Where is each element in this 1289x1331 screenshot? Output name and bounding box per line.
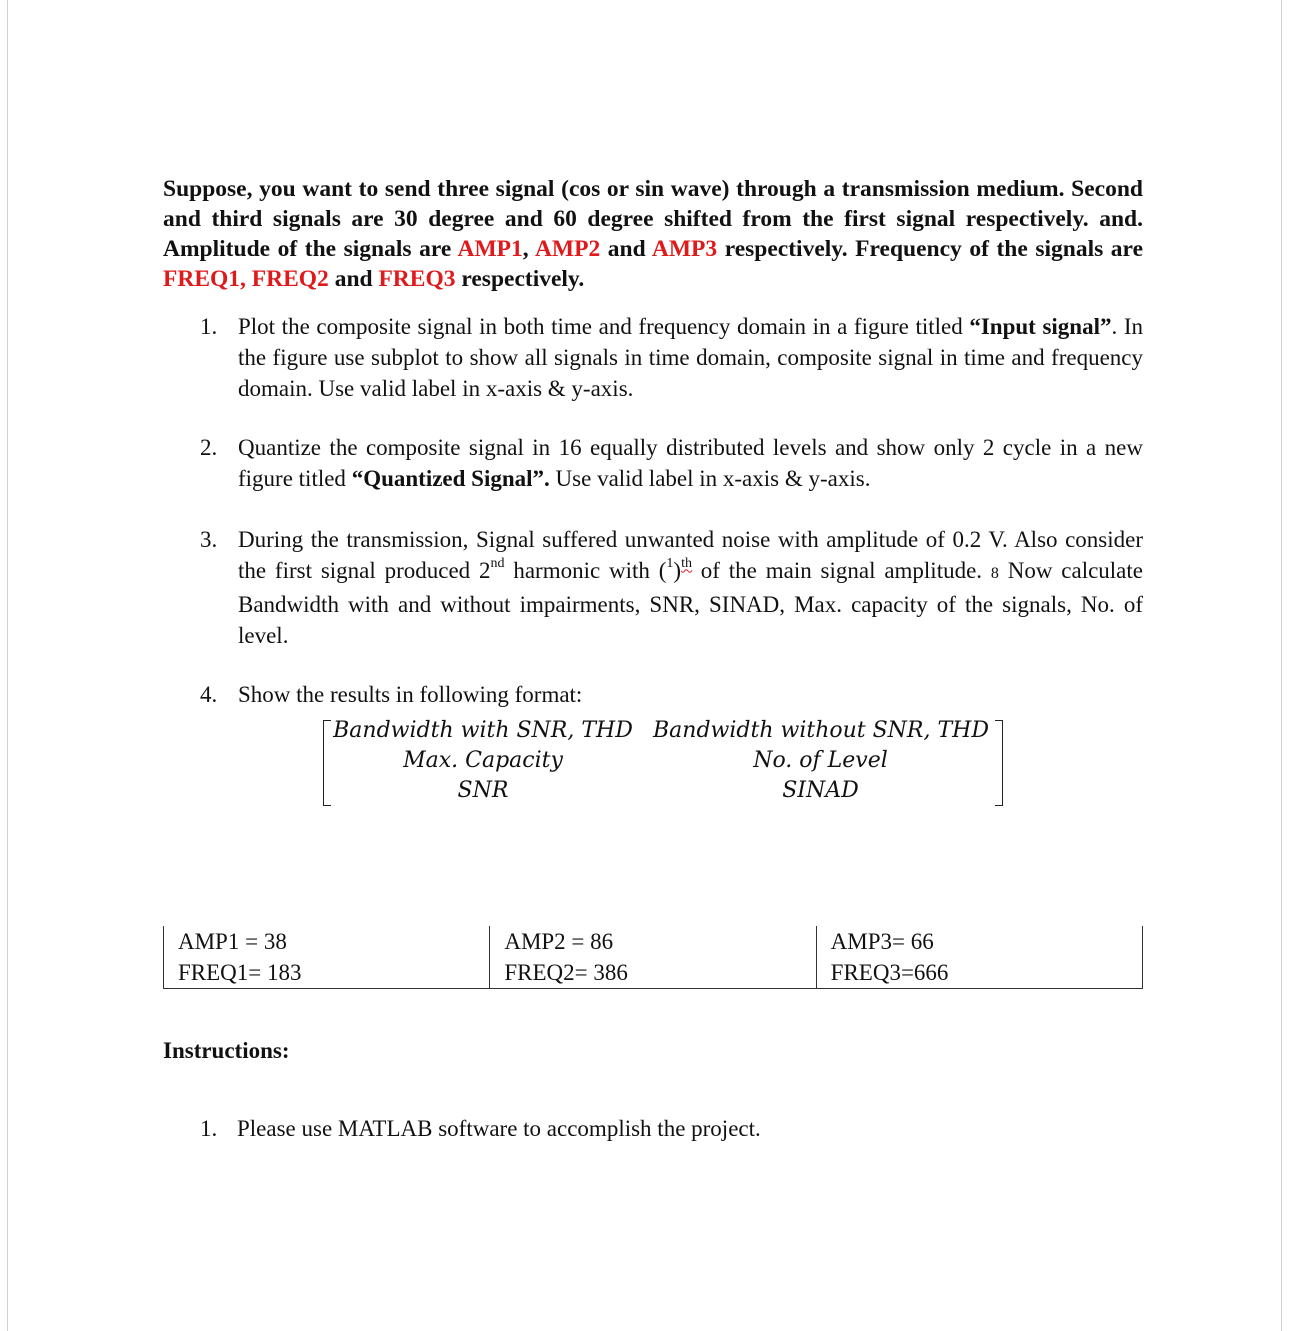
amp1-label: AMP1 [457,236,523,262]
matrix-cell: SNR [457,778,509,803]
list-item-text [238,311,1143,404]
matrix-cell: SINAD [782,778,859,803]
text: Plot the composite signal in both time and frequency domain in a figure titled [238,314,970,339]
document-page [7,0,1282,1331]
figure-title: “Input signal” [969,314,1112,339]
text: ) [673,558,682,583]
table-cell: AMP2 = 86 [490,926,816,957]
matrix-cell: Bandwidth without SNR, THD [653,718,989,743]
stray-mark: 8 [990,565,999,582]
list-number: 1. [200,1116,218,1141]
freq3-label: FREQ3 [378,266,456,292]
matrix-left-bracket [323,720,331,806]
table-cell: FREQ1= 183 [164,957,490,989]
results-matrix [323,714,1003,804]
text: . In the figure use subplot to show all signals in time domain, composite signal in time and frequency domain. Use valid label in x-axis & y-axis. [238,314,1143,401]
intro-sep: , [522,236,535,262]
list-number: 1. [200,314,218,339]
instruction-item-1 [200,1116,761,1142]
intro-sep: and [328,266,379,292]
text: Use valid label in x-axis & y-axis. [549,466,871,491]
matrix-cell: No. of Level [753,748,888,773]
table-cell: FREQ2= 386 [490,957,816,989]
amp2-label: AMP2 [534,236,601,262]
matrix-right-bracket [995,720,1003,806]
intro-text: respectively. [455,266,585,292]
table-cell: AMP3= 66 [816,926,1142,957]
table-cell: AMP1 = 38 [164,926,490,957]
list-item-1 [200,311,1143,404]
list-item-4 [200,679,1143,710]
text: harmonic with ( [504,558,667,583]
table-row [164,926,1143,957]
intro-text: Suppose, you want to send three signal (cos or sin wave) through a transmission medium. Second and third signals are 30 degree and 60 degree shifted from the first signal respectively. and. Amplitude of the signals are [163,176,1143,262]
text: During the transmission, Signal suffered unwanted noise with amplitude of 0.2 V. Also consider the first signal produced 2 [238,527,1143,583]
superscript: th [681,556,692,572]
list-number: 2. [200,435,218,460]
intro-text: respectively. Frequency of the signals are [717,236,1143,262]
intro-paragraph [163,174,1143,294]
matrix-cell: Bandwidth with SNR, THD [333,718,633,743]
text: Quantize the composite signal in 16 equally distributed levels and show only 2 cycle in a new figure titled [238,435,1143,491]
table-row [164,957,1143,989]
superscript: 1 [666,556,674,572]
superscript: nd [490,556,505,572]
text: of the main signal amplitude. [691,558,991,583]
amplitude-frequency-table [163,926,1143,989]
instruction-text: Please use MATLAB software to accomplish the project. [237,1116,761,1141]
list-item-text: Show the results in following format: [238,682,583,707]
list-number: 4. [200,682,218,707]
text: Now calculate Bandwidth with and without impairments, SNR, SINAD, Max. capacity of the signals, No. of level. [238,558,1143,648]
list-item-3 [200,524,1143,648]
figure-title: “Quantized Signal”. [351,466,550,491]
list-item-text [238,432,1143,494]
table-cell: FREQ3=666 [816,957,1142,989]
list-item-2 [200,432,1143,494]
list-number: 3. [200,527,218,552]
matrix-cell: Max. Capacity [403,748,563,773]
freq-labels: FREQ1, FREQ2 [163,266,329,292]
amp3-label: AMP3 [651,236,718,262]
intro-sep: and [600,236,652,262]
list-item-text [238,524,1143,651]
instructions-heading: Instructions: [163,1038,290,1063]
